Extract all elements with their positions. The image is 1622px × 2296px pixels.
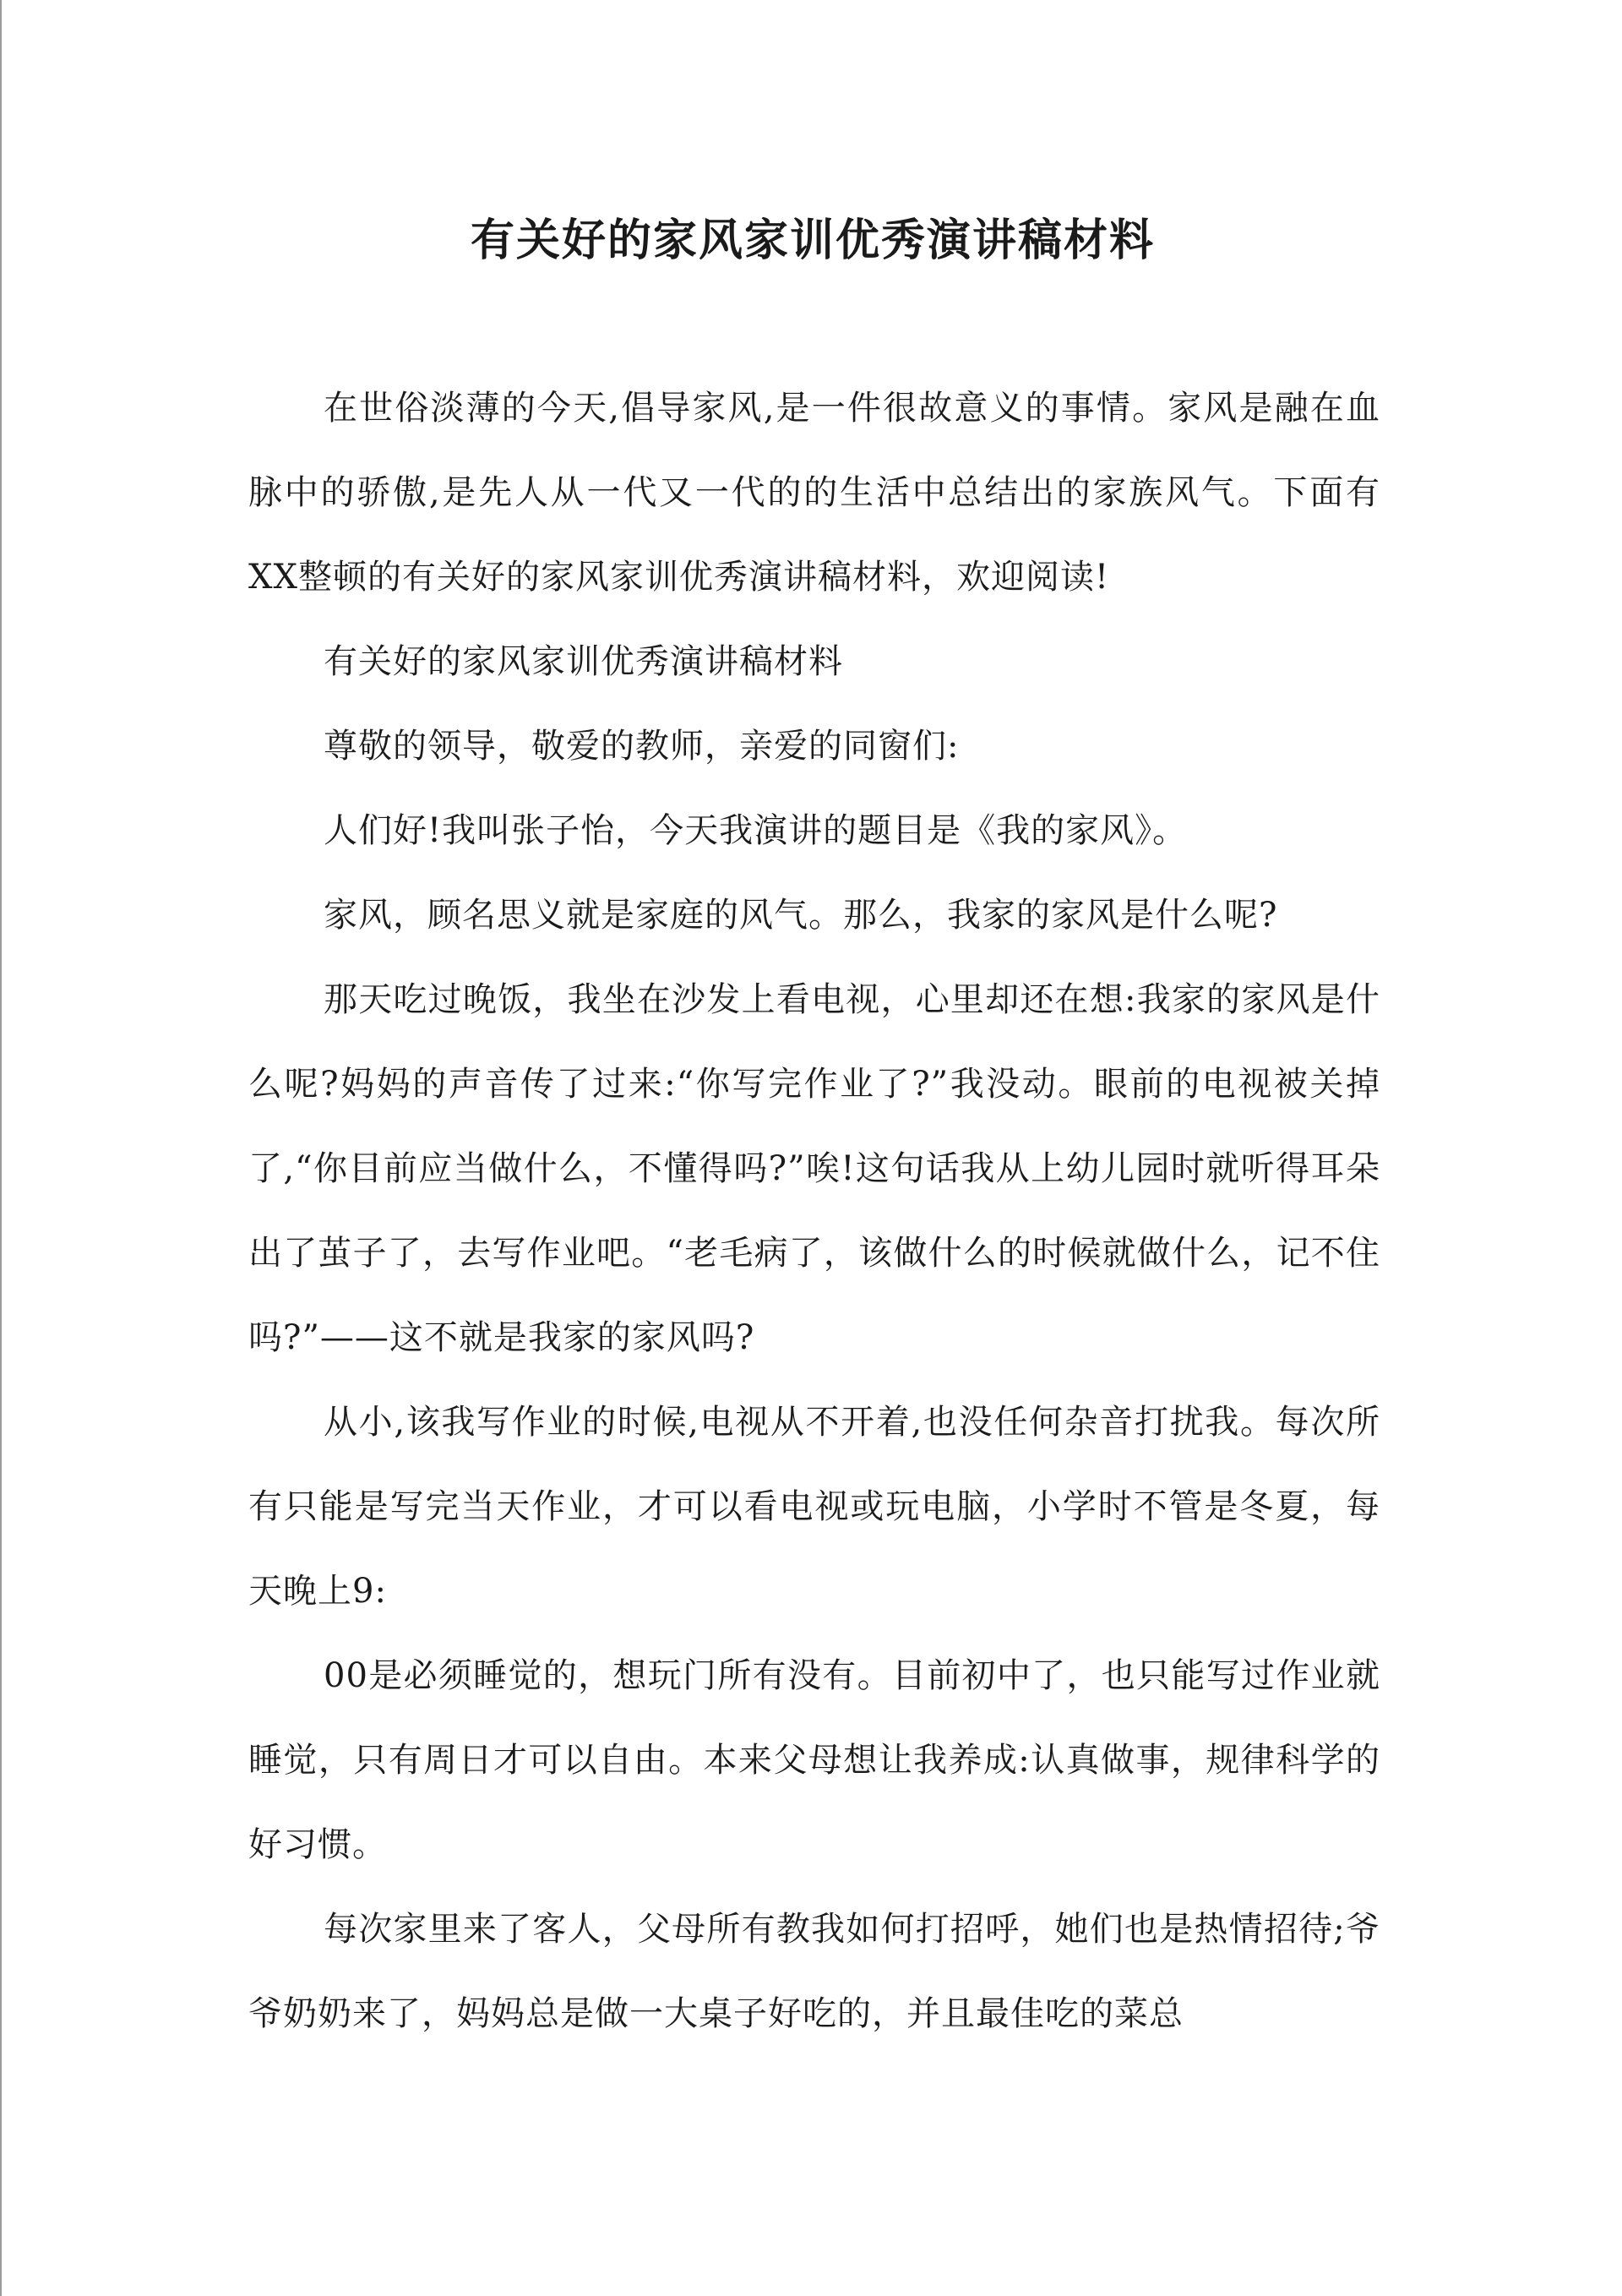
- paragraph-homework-habit: 从小,该我写作业的时候,电视从不开着,也没任何杂音打扰我。每次所有只能是写完当天作业，才可以看电视或玩电脑，小学时不管是冬夏，每天晚上9:: [248, 1403, 1380, 1611]
- paragraph-intro: 在世俗淡薄的今天,倡导家风,是一件很故意义的事情。家风是融在血脉中的骄傲,是先人从一代又一代的的生活中总结出的家族风气。下面有XX整顿的有关好的家风家训优秀演讲稿材料，欢迎阅读!: [248, 389, 1380, 597]
- paragraph-definition: 家风，顾名思义就是家庭的风气。那么，我家的家风是什么呢?: [324, 896, 1278, 935]
- paragraph-greeting: 人们好!我叫张子怡，今天我演讲的题目是《我的家风》。: [324, 811, 1188, 850]
- document-title: 有关好的家风家训优秀演讲稿材料: [470, 215, 1155, 266]
- document-body: [248, 366, 1380, 2056]
- paragraph-salutation: 尊敬的领导，敬爱的教师，亲爱的同窗们:: [324, 727, 960, 766]
- paragraph-guests: 每次家里来了客人，父母所有教我如何打招呼，她们也是热情招待;爷爷奶奶来了，妈妈总是做一大桌子好吃的，并且最佳吃的菜总: [248, 1910, 1380, 2033]
- paragraph-subtitle: 有关好的家风家训优秀演讲稿材料: [324, 642, 843, 681]
- paragraph-bedtime: 00是必须睡觉的，想玩门所有没有。目前初中了，也只能写过作业就睡觉，只有周日才可以自由。本来父母想让我养成:认真做事，规律科学的好习惯。: [248, 1656, 1380, 1864]
- paragraph-evening-story: 那天吃过晚饭，我坐在沙发上看电视，心里却还在想:我家的家风是什么呢?妈妈的声音传了过来:“你写完作业了?”我没动。眼前的电视被关掉了,“你目前应当做什么，不懂得吗?”唉!这句话我从上幼儿园时就听得耳朵出了茧子了，去写作业吧。“老毛病了，该做什么的时候就做什么，记不住吗?”——这不就是我家的家风吗?: [248, 980, 1380, 1357]
